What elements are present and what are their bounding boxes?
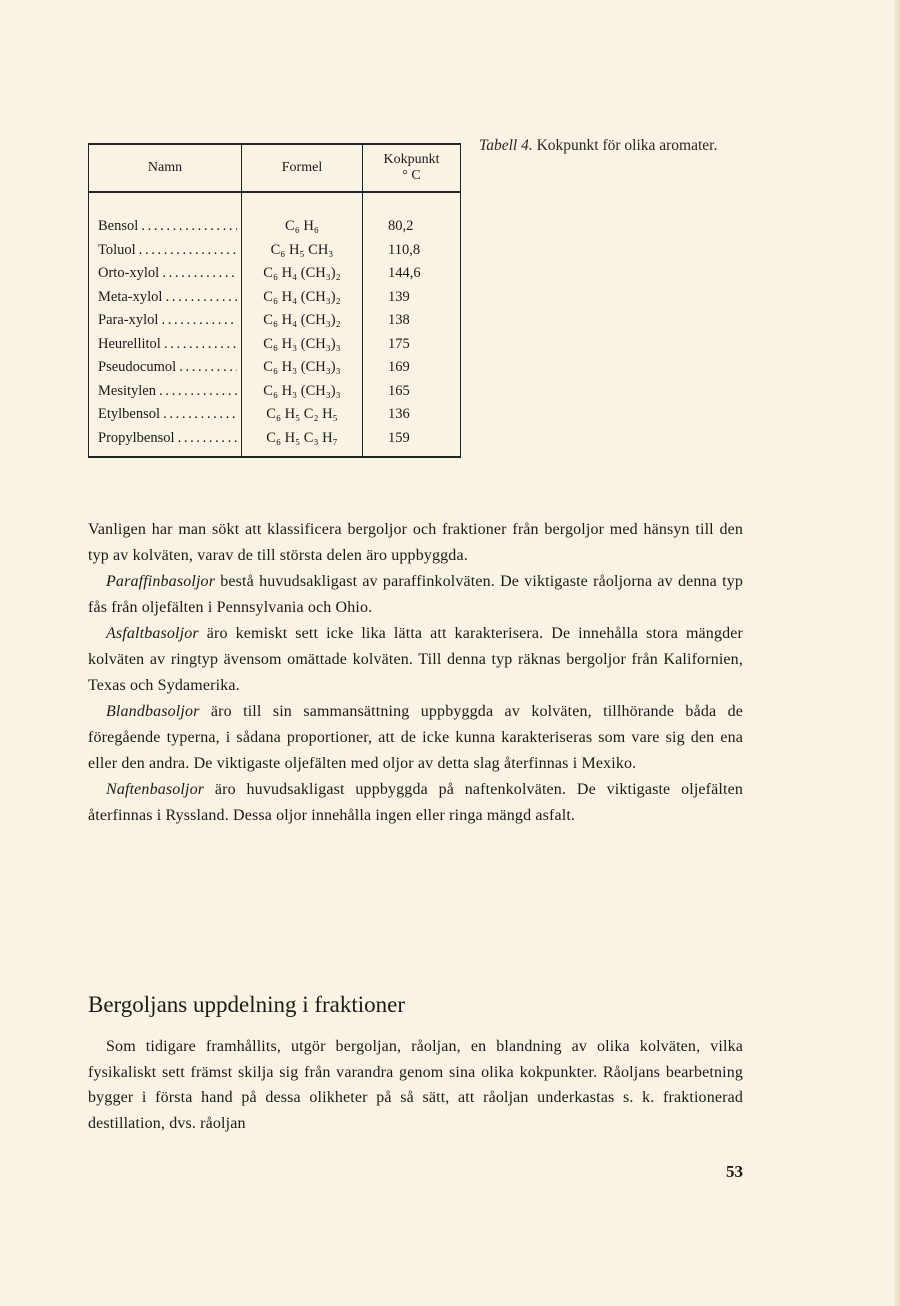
section-heading: Bergoljans uppdelning i fraktioner [88, 992, 406, 1017]
paragraph-text: bestå huvudsakligast av paraffinkolväten. De viktigaste råoljorna av denna typ fås från oljefälten i Pennsylvania och Ohio. [88, 573, 743, 616]
paragraph-lead-term: Paraffinbasoljor [106, 573, 216, 590]
row-formula: C₆ H₄ (CH₃)₂ [263, 312, 341, 328]
row-formula: C₆ H₃ (CH₃)₃ [263, 335, 341, 352]
header-name: Namn [147, 160, 183, 175]
table-row [88, 286, 461, 310]
page-edge [894, 0, 900, 1306]
row-name: Heurellitol . . . [98, 333, 237, 357]
row-name: Bensol . . . [98, 215, 237, 239]
body-paragraph [88, 569, 743, 621]
row-formula: C₆ H₄ (CH₃)₂ [263, 288, 341, 305]
page-number: 53 [726, 1162, 743, 1181]
body-paragraph [88, 699, 743, 777]
row-boiling-point: 80,2 [388, 218, 414, 234]
row-name: Meta-xylol . . . [98, 286, 237, 310]
table-row [88, 427, 461, 451]
header-boiling-unit: ° C [402, 168, 421, 183]
row-formula: C₆ H₄ (CH₃)₂ [263, 265, 341, 281]
body-paragraph [88, 777, 743, 829]
section-text [88, 1034, 743, 1136]
row-boiling-point: 165 [388, 382, 410, 399]
table-row [88, 356, 461, 380]
row-name: Propylbensol . . . [98, 427, 237, 451]
caption-text: Kokpunkt för olika aromater. [536, 137, 718, 154]
row-name: Mesitylen . . . [98, 380, 237, 404]
table-body [88, 215, 461, 450]
row-formula: C₆ H₃ (CH₃)₃ [263, 359, 341, 375]
row-boiling-point: 159 [388, 429, 410, 446]
row-name: Toluol . . . [98, 239, 237, 263]
paragraph-text: äro kemiskt sett icke lika lätta att karakterisera. De innehålla stora mängder kolväten av ringtyp ävensom omättade kolväten. Till denna typ räknas bergoljor från Kalifornien, Texas och Sydamerika. [88, 625, 743, 694]
body-paragraph [88, 517, 743, 569]
row-boiling-point: 144,6 [388, 265, 421, 281]
paragraph-lead-term: Blandbasoljor [106, 703, 200, 720]
header-formula: Formel [281, 160, 323, 175]
row-boiling-point: 175 [388, 335, 410, 352]
header-boiling-label: Kokpunkt [383, 152, 440, 167]
row-name: Etylbensol . . . [98, 403, 237, 427]
body-text [88, 517, 743, 829]
row-formula: C₆ H₅ C₃ H₇ [266, 429, 338, 446]
paragraph-text: Vanligen har man sökt att klassificera bergoljor och fraktioner från bergoljor med hänsyn till den typ av kolväten, varav de till största delen äro uppbyggda. [88, 521, 743, 564]
table-row [88, 333, 461, 357]
row-name: Orto-xylol . . . [98, 262, 237, 286]
table-caption [479, 136, 749, 156]
table-row [88, 380, 461, 404]
row-formula: C₆ H₆ [285, 218, 319, 234]
row-boiling-point: 136 [388, 406, 410, 422]
table-row [88, 262, 461, 286]
row-formula: C₆ H₅ C₂ H₅ [266, 406, 338, 422]
row-boiling-point: 138 [388, 312, 410, 328]
paragraph-lead-term: Asfaltbasoljor [106, 625, 199, 642]
row-boiling-point: 139 [388, 288, 410, 305]
table-row [88, 403, 461, 427]
row-boiling-point: 110,8 [388, 241, 421, 258]
table-bottom-rule [88, 456, 461, 458]
caption-label: Tabell 4. [479, 137, 533, 154]
row-name: Pseudocumol . . . [98, 356, 237, 380]
header-boiling-point [363, 145, 460, 191]
row-formula: C₆ H₅ CH₃ [270, 241, 334, 258]
table-row [88, 239, 461, 263]
paragraph-text: äro huvudsakligast uppbyggda på naftenkolväten. De viktigaste oljefälten återfinnas i Ryssland. Dessa oljor innehålla ingen eller ringa mängd asfalt. [88, 781, 743, 824]
row-name: Para-xylol . . . [98, 309, 237, 333]
table-row [88, 215, 461, 239]
table-row [88, 309, 461, 333]
row-formula: C₆ H₃ (CH₃)₃ [263, 382, 341, 399]
body-paragraph [88, 621, 743, 699]
paragraph-lead-term: Naftenbasoljor [106, 781, 205, 798]
row-boiling-point: 169 [388, 359, 410, 375]
table-header-rule [88, 191, 461, 193]
boiling-point-table [88, 143, 461, 458]
paragraph-text: äro till sin sammansättning uppbyggda av kolväten, tillhörande båda de föregående typerna, i sådana proportioner, att de icke kunna karakteriseras som vare sig den ena eller den andra. De viktigaste oljefälten med oljor av detta slag återfinnas i Mexiko. [88, 703, 743, 772]
section-paragraph: Som tidigare framhållits, utgör bergoljan, råoljan, en blandning av olika kolväten, vilka fysikaliskt sett främst skilja sig från varandra genom sina olika kokpunkter. Råoljans bearbetning bygger i första hand på dessa olikheter på så sätt, att råoljan underkastas s. k. fraktionerad destillation, dvs. råoljan [88, 1038, 743, 1132]
